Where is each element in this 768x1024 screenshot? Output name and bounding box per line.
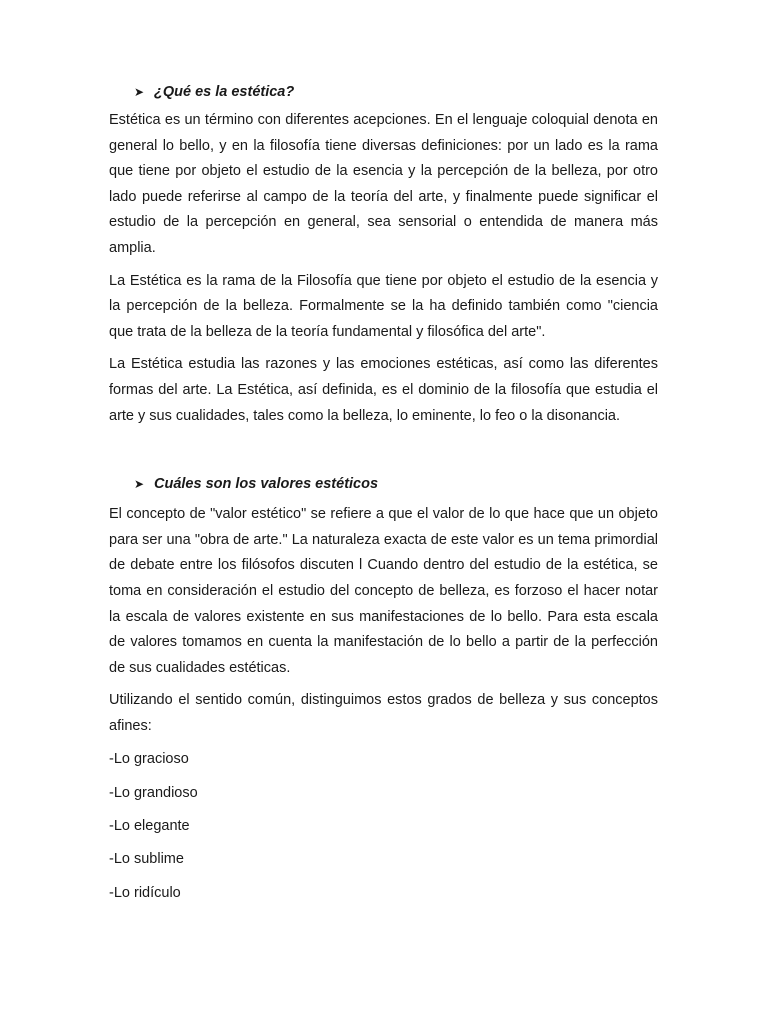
section-heading-valores-esteticos xyxy=(134,472,658,496)
arrow-bullet-icon: ➤ xyxy=(134,85,145,99)
list-item: -Lo sublime xyxy=(109,851,184,868)
list-item: -Lo ridículo xyxy=(109,884,181,901)
section-heading-que-es-la-estetica xyxy=(134,80,658,104)
section-heading-text: Cuáles son los valores estéticos xyxy=(154,476,379,493)
paragraph: El concepto de "valor estético" se refiere a que el valor de lo que hace que un objeto para ser una "obra de arte." La naturaleza exacta de este valor es un tema primordial de debate entre los filósofos discuten l Cuando dentro del estudio de la estética, se toma en consideración el estudio del concepto de belleza, es forzoso el hacer notar la escala de valores existente en sus manifestaciones de lo bello. Para esta escala de valores tomamos en cuenta la manifestación de lo bello a partir de la perfección de sus cualidades estéticas. xyxy=(109,506,658,676)
document-page xyxy=(109,80,658,914)
list-item: -Lo grandioso xyxy=(109,784,198,801)
paragraph: La Estética estudia las razones y las emociones estéticas, así como las diferentes formas del arte. La Estética, así definida, es el dominio de la filosofía que estudia el arte y sus cualidades, tales como la belleza, lo eminente, lo feo o la disonancia. xyxy=(109,356,658,424)
section-heading-text: ¿Qué es la estética? xyxy=(154,84,295,100)
beauty-grades-list xyxy=(109,747,658,913)
list-item: -Lo gracioso xyxy=(109,751,189,768)
paragraph: Utilizando el sentido común, distinguimos estos grados de belleza y sus conceptos afines: xyxy=(109,692,658,734)
list-item: -Lo elegante xyxy=(109,818,190,835)
arrow-bullet-icon: ➤ xyxy=(134,477,145,492)
paragraph: Estética es un término con diferentes acepciones. En el lenguaje coloquial denota en general lo bello, y en la filosofía tiene diversas definiciones: por un lado es la rama que tiene por objeto el estudio de la esencia y la percepción de la belleza, por otro lado puede referirse al campo de la teoría del arte, y finalmente puede significar el estudio de la percepción en general, sea sensorial o entendida de manera más amplia. xyxy=(109,112,658,256)
paragraph: La Estética es la rama de la Filosofía que tiene por objeto el estudio de la esencia y la percepción de la belleza. Formalmente se la ha definido también como "ciencia que trata de la belleza de la teoría fundamental y filosófica del arte". xyxy=(109,272,658,340)
